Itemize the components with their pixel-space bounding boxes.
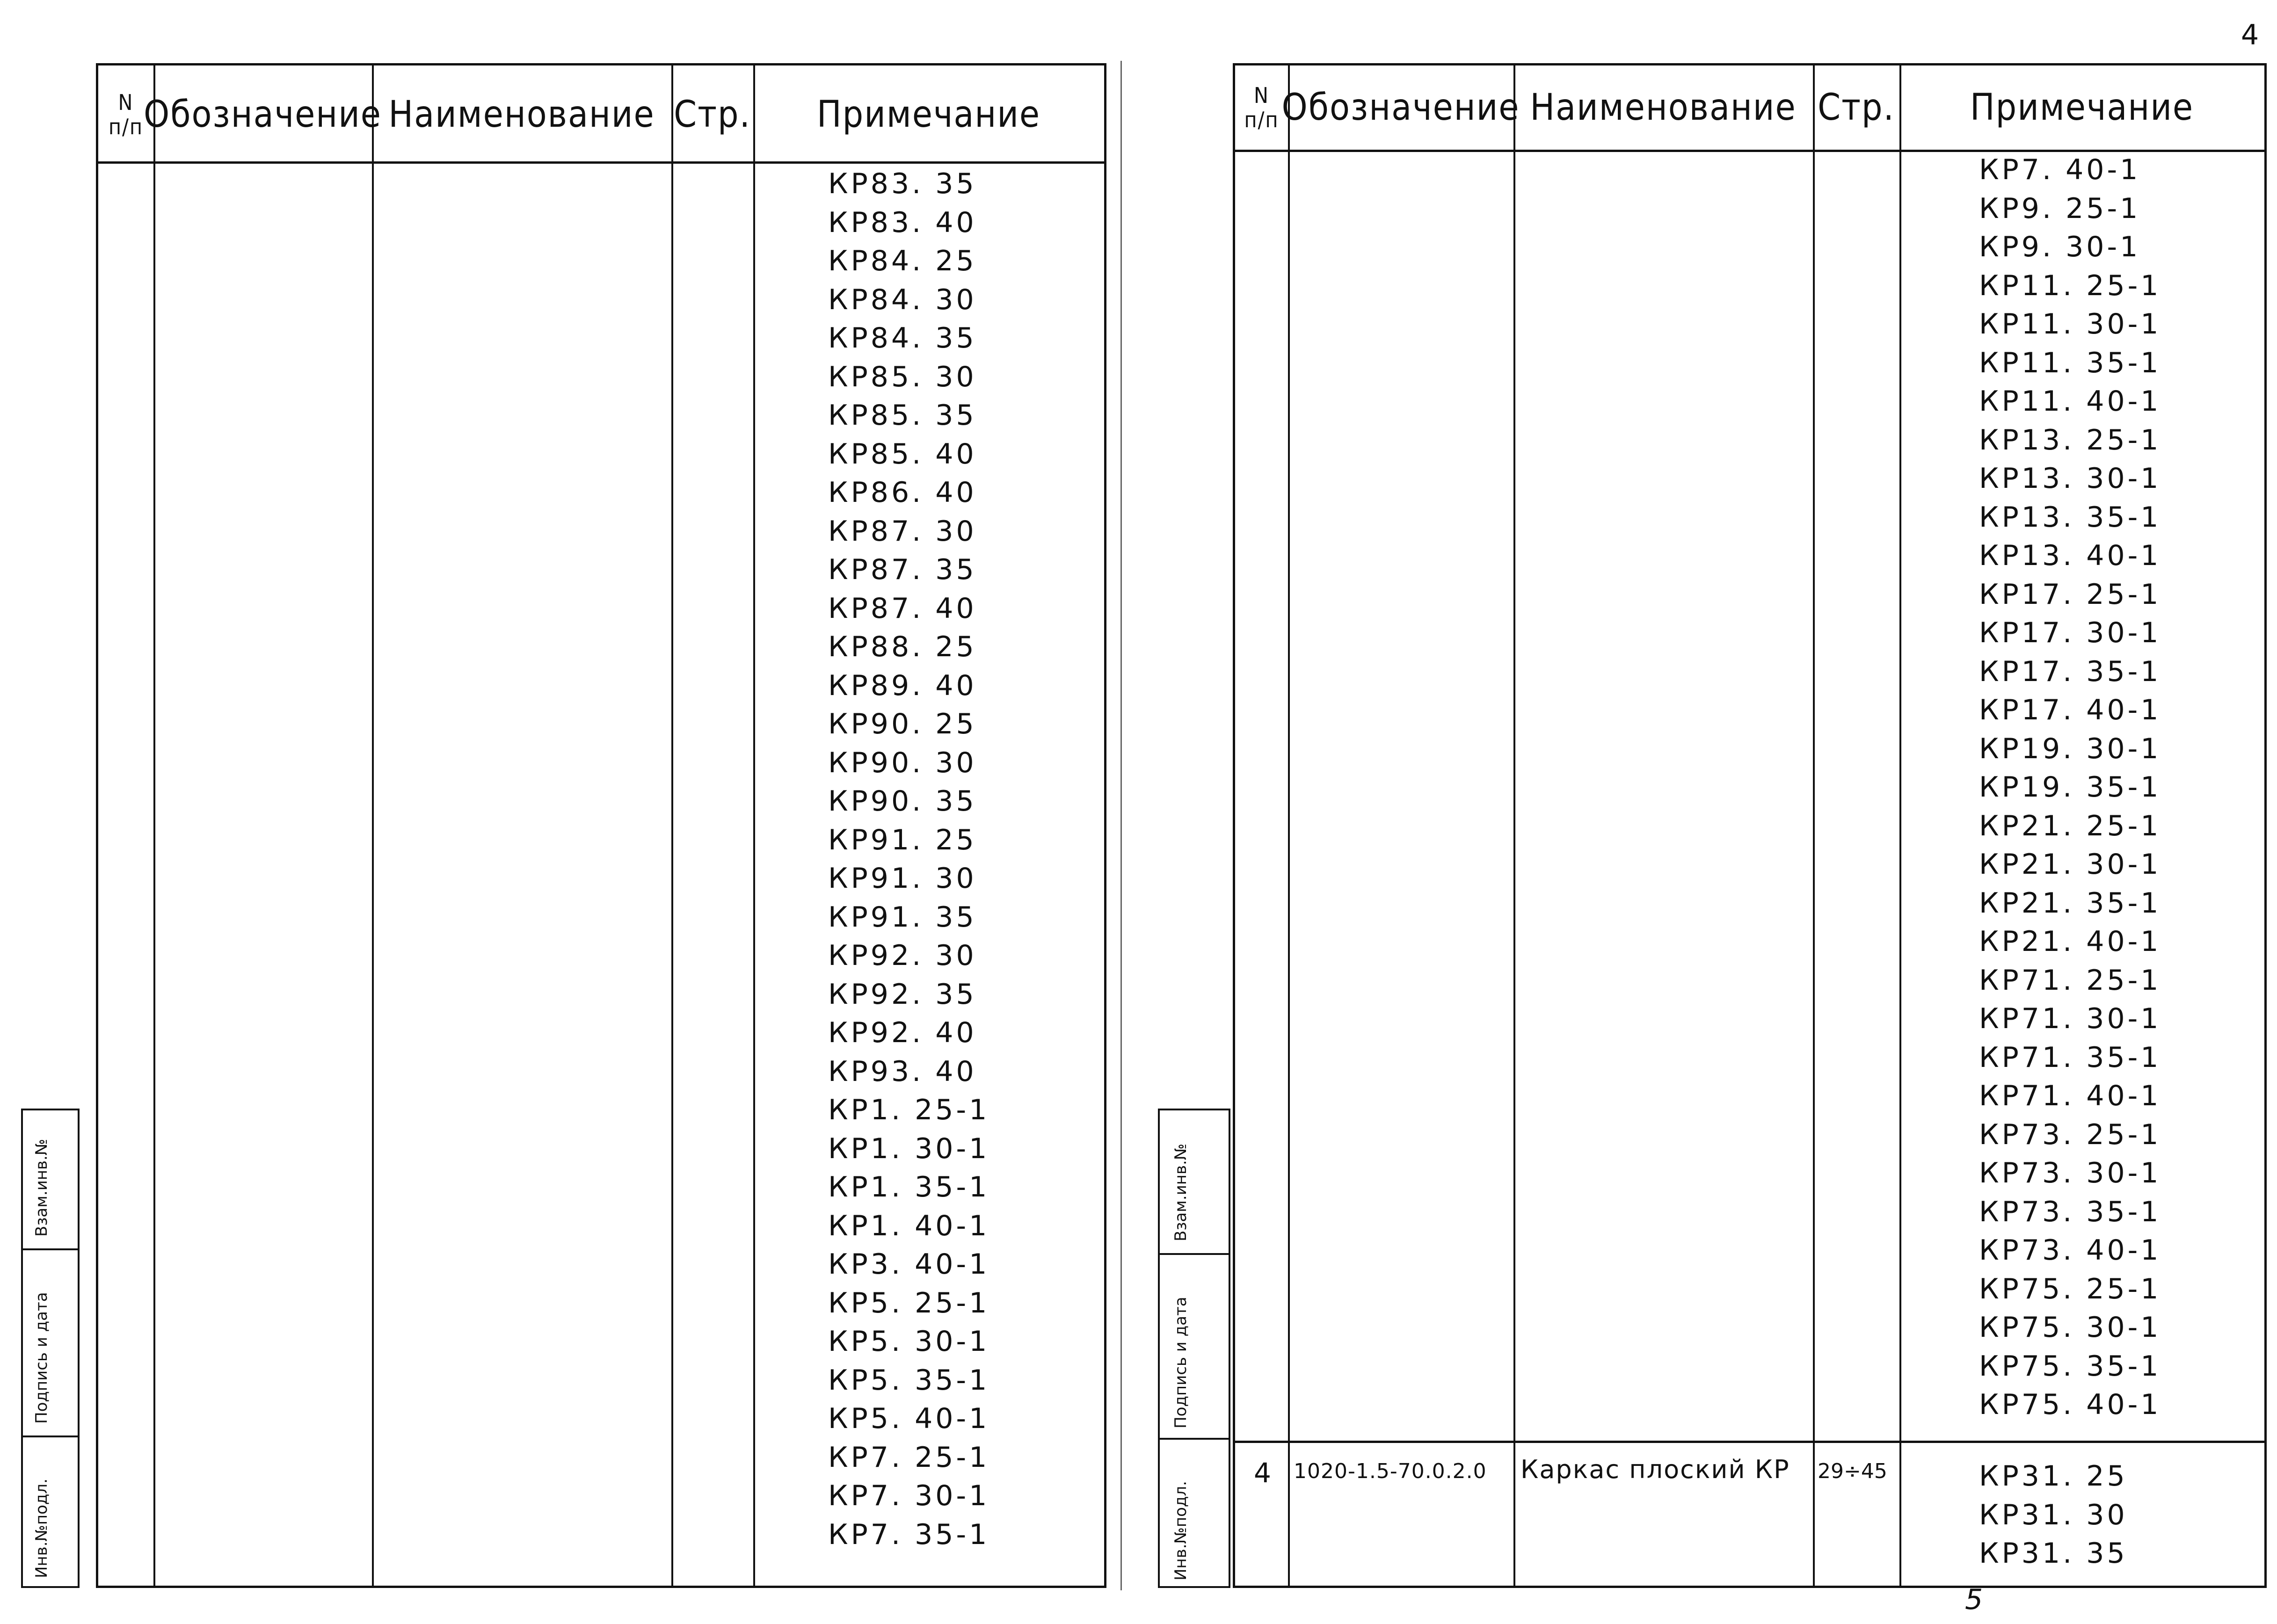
page-number-top: 4: [2241, 19, 2259, 51]
right-table: [1233, 63, 2267, 1588]
note-item: КР1. 25-1: [828, 1094, 990, 1126]
note-item: КР91. 25: [828, 823, 977, 856]
note-item: КР1. 30-1: [828, 1132, 990, 1165]
left-table: [96, 63, 1106, 1588]
note-item: КР13. 30-1: [1979, 462, 2161, 495]
note-item: КР71. 25-1: [1979, 964, 2161, 997]
header-page: Стр.: [674, 94, 751, 136]
stamp-replace-inv: Взам.инв.№: [32, 1138, 51, 1237]
note-item: КР75. 30-1: [1979, 1311, 2161, 1344]
note-item: КР13. 35-1: [1979, 500, 2161, 534]
note-item: КР86. 40: [828, 476, 977, 509]
note-item: КР7. 40-1: [1979, 153, 2141, 186]
note-item: КР7. 35-1: [828, 1518, 990, 1551]
note-item: КР7. 25-1: [828, 1441, 990, 1474]
note-item: КР1. 35-1: [828, 1171, 990, 1204]
note-item: КР19. 35-1: [1979, 771, 2161, 804]
left-notes-list: [828, 165, 989, 1554]
note-item: КР31. 25: [1979, 1460, 2128, 1493]
note-item: КР19. 30-1: [1979, 732, 2161, 765]
note-item: КР5. 30-1: [828, 1325, 990, 1358]
note-item: КР17. 25-1: [1979, 578, 2161, 611]
note-item: КР83. 40: [828, 206, 977, 239]
fold-line: [1120, 61, 1122, 1590]
note-item: КР21. 40-1: [1979, 925, 2161, 958]
note-item: КР75. 35-1: [1979, 1349, 2161, 1383]
note-item: КР87. 30: [828, 515, 977, 548]
note-item: КР73. 25-1: [1979, 1118, 2161, 1151]
header-num: N п/п: [1244, 83, 1279, 132]
stamp-sign-date: Подпись и дата: [1171, 1297, 1190, 1428]
note-item: КР91. 30: [828, 862, 977, 895]
note-item: КР7. 30-1: [828, 1479, 990, 1512]
header-name: Наименование: [388, 94, 655, 136]
note-item: КР5. 25-1: [828, 1286, 990, 1320]
note-item: КР11. 40-1: [1979, 385, 2161, 418]
note-item: КР73. 30-1: [1979, 1157, 2161, 1189]
header-designation: Обозначение: [1281, 87, 1520, 129]
note-item: КР85. 40: [828, 437, 977, 471]
note-item: КР92. 40: [828, 1016, 977, 1049]
note-item: КР11. 25-1: [1979, 269, 2161, 302]
note-item: КР5. 35-1: [828, 1363, 990, 1397]
row4-num: 4: [1254, 1457, 1271, 1489]
note-item: КР71. 40-1: [1979, 1080, 2161, 1112]
note-item: КР73. 40-1: [1979, 1234, 2161, 1267]
note-item: КР75. 40-1: [1979, 1388, 2161, 1421]
note-item: КР71. 30-1: [1979, 1002, 2161, 1035]
note-item: КР85. 35: [828, 399, 977, 432]
stamp-inv-orig: Инв.№подл.: [1171, 1481, 1190, 1580]
note-item: КР84. 35: [828, 322, 977, 355]
note-item: КР17. 40-1: [1979, 694, 2161, 726]
note-item: КР89. 40: [828, 669, 977, 702]
note-item: КР90. 30: [828, 746, 977, 779]
note-item: КР84. 25: [828, 245, 977, 277]
note-item: КР85. 30: [828, 360, 977, 393]
note-item: КР1. 40-1: [828, 1209, 990, 1242]
note-item: КР87. 40: [828, 592, 977, 625]
right-margin-stamp: [1158, 1109, 1230, 1588]
right-notes-list: [1979, 151, 2161, 1424]
note-item: КР13. 25-1: [1979, 423, 2161, 457]
note-item: КР17. 30-1: [1979, 616, 2161, 649]
header-note: Примечание: [816, 94, 1041, 136]
note-item: КР11. 35-1: [1979, 346, 2161, 379]
header-name: Наименование: [1530, 87, 1797, 129]
note-item: КР11. 30-1: [1979, 308, 2161, 341]
header-num: N п/п: [108, 90, 144, 139]
note-item: КР91. 35: [828, 900, 977, 934]
left-margin-stamp: [21, 1109, 80, 1588]
note-item: КР21. 25-1: [1979, 809, 2161, 842]
row4-notes-list: [1979, 1457, 2128, 1573]
row4-name: Каркас плоский КР: [1520, 1455, 1790, 1484]
header-note: Примечание: [1970, 87, 2194, 129]
note-item: КР17. 35-1: [1979, 655, 2161, 688]
stamp-replace-inv: Взам.инв.№: [1171, 1143, 1190, 1241]
note-item: КР31. 30: [1979, 1498, 2128, 1531]
note-item: КР21. 35-1: [1979, 886, 2161, 920]
note-item: КР83. 35: [828, 167, 977, 200]
header-page: Стр.: [1818, 87, 1895, 129]
note-item: КР88. 25: [828, 631, 977, 663]
note-item: КР92. 35: [828, 978, 977, 1011]
note-item: КР5. 40-1: [828, 1402, 990, 1435]
page-number-bottom: 5: [1965, 1583, 1983, 1616]
row4-page: 29÷45: [1818, 1459, 1887, 1483]
note-item: КР87. 35: [828, 553, 977, 586]
note-item: КР21. 30-1: [1979, 848, 2161, 881]
note-item: КР90. 25: [828, 708, 977, 740]
note-item: КР9. 30-1: [1979, 231, 2141, 263]
note-item: КР75. 25-1: [1979, 1272, 2161, 1305]
note-item: КР90. 35: [828, 785, 977, 818]
note-item: КР92. 30: [828, 939, 977, 972]
note-item: КР71. 35-1: [1979, 1041, 2161, 1074]
note-item: КР9. 25-1: [1979, 192, 2141, 225]
stamp-inv-orig: Инв.№подл.: [32, 1479, 51, 1578]
note-item: КР13. 40-1: [1979, 539, 2161, 572]
row4-designation: 1020-1.5-70.0.2.0: [1294, 1459, 1487, 1483]
note-item: КР93. 40: [828, 1055, 977, 1088]
note-item: КР73. 35-1: [1979, 1195, 2161, 1228]
note-item: КР84. 30: [828, 283, 977, 316]
note-item: КР31. 35: [1979, 1537, 2128, 1570]
stamp-sign-date: Подпись и дата: [32, 1292, 51, 1424]
note-item: КР3. 40-1: [828, 1248, 990, 1281]
header-designation: Обозначение: [144, 94, 382, 136]
